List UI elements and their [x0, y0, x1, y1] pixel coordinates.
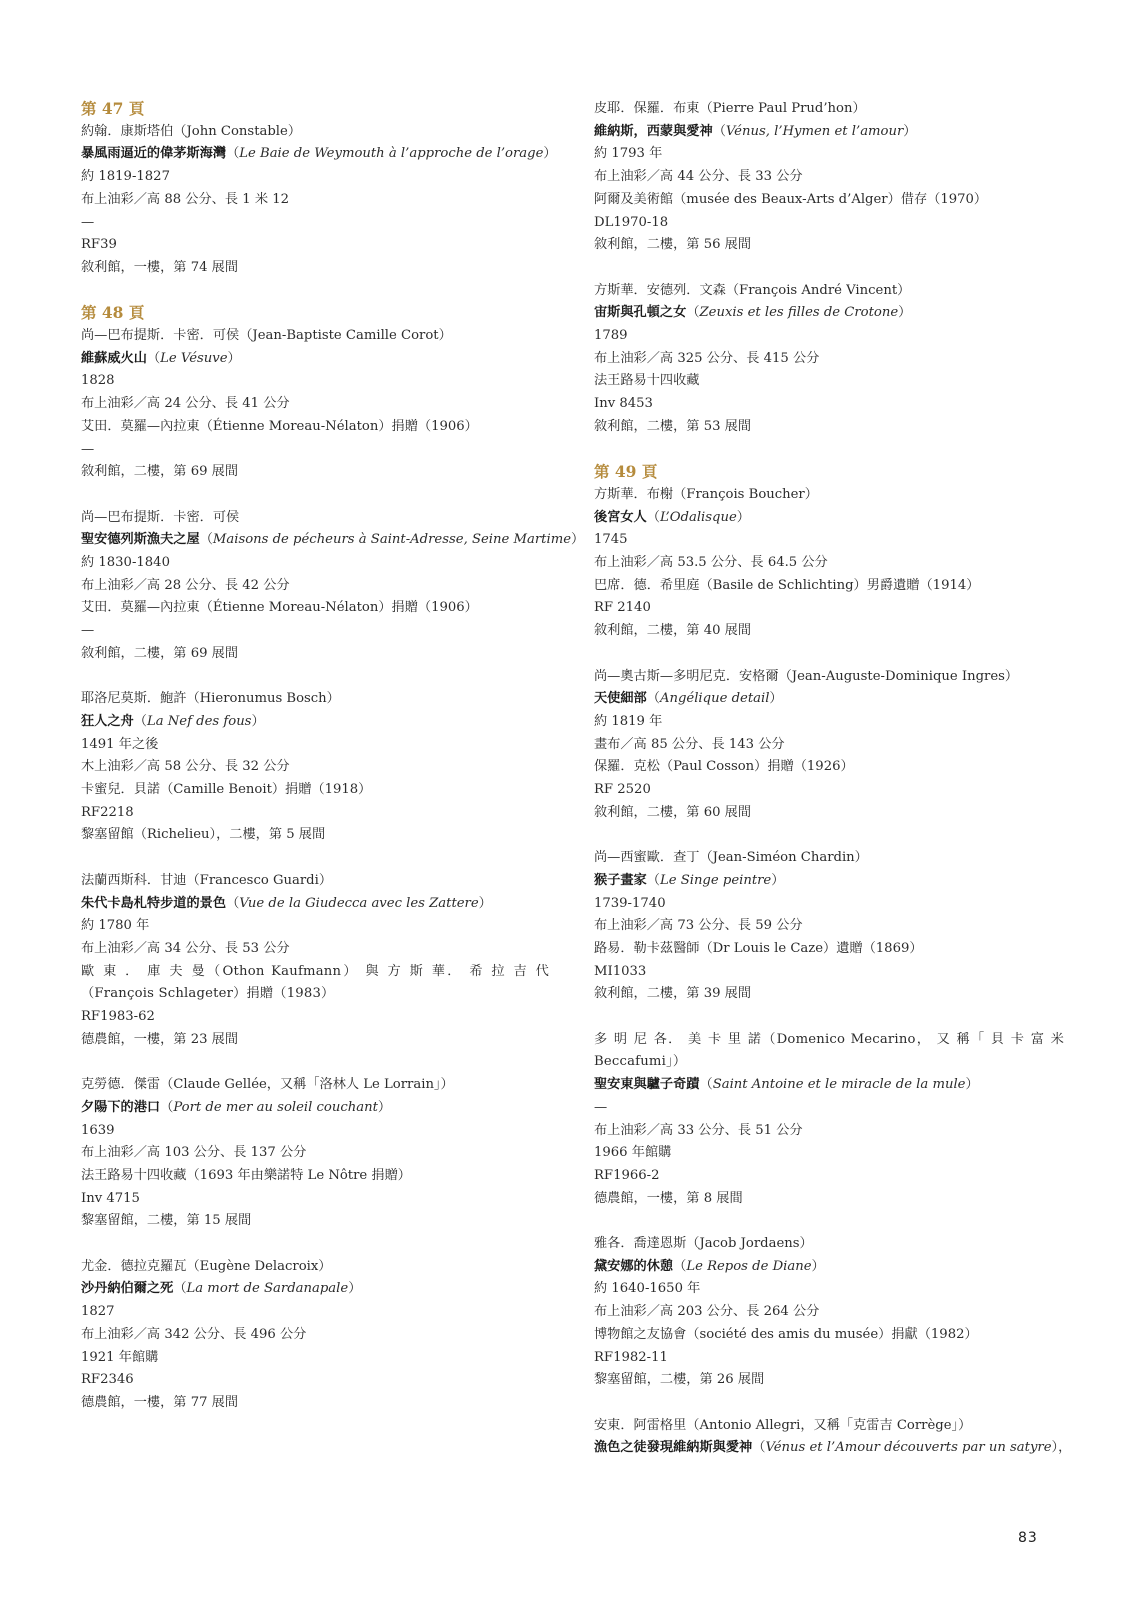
- title-chinese: 沙丹納伯爾之死: [81, 1281, 174, 1297]
- title-paren-close: ）: [571, 532, 585, 548]
- title-chinese: 狂人之舟: [81, 713, 134, 729]
- artwork-entry: [594, 1029, 1064, 1211]
- page-reference-heading: 第 49 頁: [594, 462, 658, 482]
- title-chinese: 漁色之徒發現維納斯與愛神: [594, 1440, 753, 1456]
- entry-detail: 敘利館，二樓，第 60 展間: [594, 804, 752, 820]
- artist-name: 克勞德．傑雷（Claude Gellée，又稱「洛林人 Le Lorrain」）: [81, 1077, 454, 1093]
- artwork-title: [594, 1437, 1072, 1460]
- title-chinese: 聖安東與驢子奇蹟: [594, 1077, 700, 1093]
- artwork-title: [594, 870, 1064, 893]
- entry-detail: 黎塞留館，二樓，第 26 展間: [594, 1372, 765, 1388]
- entry-detail: 德農館，一樓，第 8 展間: [594, 1190, 743, 1206]
- title-paren-open: （: [226, 146, 240, 162]
- title-paren-open: （: [646, 691, 660, 707]
- entry-detail: 敘利館，二樓，第 40 展間: [594, 623, 752, 639]
- title-paren-close: ）: [736, 509, 750, 525]
- artwork-entry: [594, 98, 1064, 257]
- title-paren-open: （: [686, 305, 700, 321]
- title-paren-open: （: [699, 1077, 713, 1093]
- entry-detail: 1745: [594, 532, 628, 548]
- entry-detail: 保羅．克松（Paul Cosson）捐贈（1926）: [594, 759, 854, 775]
- entry-detail: 德農館，一樓，第 77 展間: [81, 1394, 239, 1410]
- title-paren-close: ）: [377, 1099, 392, 1115]
- entry-detail: 卡蜜兒．貝諾（Camille Benoit）捐贈（1918）: [81, 782, 372, 798]
- title-chinese: 維蘇威火山: [81, 350, 147, 366]
- artist-name: 皮耶．保羅．布東（Pierre Paul Prud’hon）: [594, 101, 866, 116]
- artist-name: 尚—巴布提斯．卡密．可侯: [81, 509, 240, 525]
- entry-detail: Inv 4715: [81, 1190, 140, 1206]
- title-paren-close: ）: [769, 691, 783, 707]
- left-column: [81, 98, 585, 1415]
- entry-detail: Inv 8453: [594, 396, 653, 412]
- entry-detail: 布上油彩／高 88 公分、長 1 米 12: [81, 191, 289, 207]
- entry-detail: 敘利館，二樓，第 39 展間: [594, 986, 752, 1002]
- entry-detail: 敘利館，二樓，第 69 展間: [81, 645, 239, 661]
- title-original: Le Vésuve: [160, 350, 228, 366]
- artwork-entry: [81, 1256, 549, 1415]
- title-original: La Nef des fous: [146, 713, 252, 729]
- title-paren-open: （: [712, 123, 726, 139]
- title-chinese: 聖安德列斯漁夫之屋: [81, 532, 200, 548]
- entry-detail: 歐 東 ． 庫 夫 曼（Othon Kaufmann） 與 方 斯 華． 希 拉 吉 代（François Schlageter）捐贈（1983）: [81, 963, 549, 1002]
- entry-detail: 敘利館，二樓，第 56 展間: [594, 237, 752, 253]
- title-original: La mort de Sardanapale: [186, 1281, 349, 1297]
- title-chinese: 猴子畫家: [594, 872, 647, 888]
- artist-name: 尚—巴布提斯．卡密．可侯（Jean-Baptiste Camille Corot）: [81, 327, 452, 343]
- artwork-title: [594, 1256, 1064, 1279]
- entry-detail: 德農館，一樓，第 23 展間: [81, 1031, 239, 1047]
- title-paren-close: ）: [543, 146, 557, 162]
- title-original: Vénus et l’Amour découverts par un satyre: [765, 1440, 1052, 1456]
- entry-detail: 法王路易十四收藏: [594, 373, 700, 389]
- page-reference-heading: 第 48 頁: [81, 303, 145, 323]
- entry-detail: 1639: [81, 1122, 115, 1138]
- artwork-entry: [81, 121, 557, 280]
- entry-detail: 布上油彩／高 34 公分、長 53 公分: [81, 940, 290, 956]
- artwork-title: [81, 143, 557, 166]
- artwork-entry: [594, 484, 1064, 643]
- artwork-entry: [594, 280, 1064, 439]
- entry-detail: RF 2140: [594, 600, 651, 616]
- entry-detail: 1921 年館購: [81, 1349, 159, 1365]
- artist-name: 雅各．喬達恩斯（Jacob Jordaens）: [594, 1236, 813, 1252]
- title-paren-close: ）: [811, 1258, 825, 1274]
- artwork-title: [594, 507, 1064, 530]
- artwork-entry: [594, 1415, 1072, 1460]
- title-original: Saint Antoine et le miracle de la mule: [712, 1077, 966, 1093]
- title-paren-close: ）: [348, 1281, 362, 1297]
- title-paren-open: （: [752, 1440, 766, 1456]
- title-paren-open: （: [146, 350, 161, 366]
- entry-detail: 敘利館，一樓，第 74 展間: [81, 259, 239, 275]
- title-original: Port de mer au soleil couchant: [173, 1099, 378, 1115]
- entry-detail: 布上油彩／高 103 公分、長 137 公分: [81, 1145, 307, 1161]
- artwork-entry: [594, 847, 1064, 1006]
- title-paren-close: ）: [898, 305, 912, 321]
- entry-detail: 約 1780 年: [81, 918, 150, 934]
- title-paren-close: ），: [1051, 1440, 1072, 1456]
- entry-detail: 敘利館，二樓，第 53 展間: [594, 418, 752, 434]
- artwork-title: [81, 1097, 549, 1120]
- entry-detail: 黎塞留館，二樓，第 15 展間: [81, 1213, 252, 1229]
- artist-name: 多 明 尼 各． 美 卡 里 諾（Domenico Mecarino， 又 稱「 貝 卡 富 米 Beccafumi」）: [594, 1031, 1064, 1070]
- title-paren-open: （: [646, 509, 660, 525]
- artist-name: 安東．阿雷格里（Antonio Allegri，又稱「克雷吉 Corrège」）: [594, 1417, 972, 1433]
- artwork-title: [594, 121, 1064, 144]
- title-original: Vénus, l’Hymen et l’amour: [725, 123, 904, 139]
- entry-detail: 阿爾及美術館（musée des Beaux-Arts d’Alger）借存（1970）: [594, 191, 988, 207]
- artwork-entry: [594, 666, 1064, 825]
- entry-detail: 艾田．莫羅—內拉東（Étienne Moreau-Nélaton）捐贈（1906）: [81, 418, 478, 434]
- artist-name: 約翰．康斯塔伯（John Constable）: [81, 123, 302, 139]
- entry-detail: 巴席．德．希里庭（Basile de Schlichting）男爵遺贈（1914）: [594, 577, 980, 593]
- entry-detail: 約 1830-1840: [81, 555, 170, 570]
- entry-detail: —: [594, 1099, 608, 1115]
- artwork-title: [594, 1074, 1064, 1097]
- artist-name: 尚—西蜜歐．查丁（Jean-Siméon Chardin）: [594, 850, 868, 866]
- title-paren-close: ）: [771, 872, 785, 888]
- title-paren-open: （: [160, 1099, 174, 1115]
- title-paren-open: （: [133, 713, 147, 729]
- right-column: [594, 98, 1072, 1460]
- title-original: Vue de la Giudecca avec les Zattere: [239, 895, 479, 911]
- entry-detail: 1491 年之後: [81, 736, 159, 752]
- title-paren-open: （: [673, 1258, 687, 1274]
- entry-detail: RF39: [81, 237, 117, 253]
- artwork-title: [81, 348, 549, 371]
- entry-detail: 1827: [81, 1304, 115, 1320]
- entry-detail: —: [81, 214, 95, 230]
- artwork-entry: [594, 1233, 1064, 1392]
- artwork-title: [81, 893, 549, 916]
- entry-detail: 1966 年館購: [594, 1145, 672, 1161]
- entry-detail: RF 2520: [594, 782, 651, 798]
- entry-detail: RF1983-62: [81, 1009, 155, 1025]
- entry-detail: 布上油彩／高 44 公分、長 33 公分: [594, 169, 803, 185]
- entry-detail: —: [81, 623, 95, 639]
- entry-detail: 敘利館，二樓，第 69 展間: [81, 464, 239, 480]
- title-chinese: 後宮女人: [594, 509, 647, 525]
- entry-detail: 布上油彩／高 203 公分、長 264 公分: [594, 1304, 820, 1320]
- artwork-title: [81, 529, 585, 552]
- title-chinese: 黛安娜的休憩: [594, 1258, 674, 1274]
- entry-detail: 約 1819 年: [594, 713, 663, 729]
- entry-detail: 約 1793 年: [594, 146, 663, 162]
- entry-detail: RF1966-2: [594, 1167, 660, 1183]
- entry-detail: 1828: [81, 373, 115, 389]
- entry-detail: 布上油彩／高 24 公分、長 41 公分: [81, 396, 290, 412]
- entry-detail: 布上油彩／高 325 公分、長 415 公分: [594, 350, 820, 366]
- title-chinese: 維納斯，西蒙與愛神: [594, 123, 713, 139]
- artwork-entry: [81, 507, 585, 666]
- entry-detail: 布上油彩／高 33 公分、長 51 公分: [594, 1122, 803, 1138]
- artwork-title: [594, 302, 1064, 325]
- title-paren-close: ）: [478, 895, 492, 911]
- title-paren-close: ）: [965, 1077, 979, 1093]
- entry-detail: 木上油彩／高 58 公分、長 32 公分: [81, 759, 290, 775]
- artwork-entry: [81, 1074, 549, 1233]
- title-original: Maisons de pécheurs à Saint-Adresse, Seine Martime: [212, 532, 571, 548]
- entry-detail: 布上油彩／高 28 公分、長 42 公分: [81, 577, 290, 593]
- title-paren-open: （: [199, 532, 213, 548]
- artist-name: 耶洛尼莫斯．鮑許（Hieronumus Bosch）: [81, 691, 340, 707]
- title-original: Le Repos de Diane: [686, 1258, 812, 1274]
- artist-name: 方斯華．布榭（François Boucher）: [594, 486, 818, 502]
- entry-detail: 約 1640-1650 年: [594, 1281, 701, 1297]
- title-original: Zeuxis et les filles de Crotone: [699, 305, 899, 321]
- entry-detail: 1739-1740: [594, 895, 666, 911]
- entry-detail: —: [81, 441, 95, 457]
- page-number: 83: [1018, 1530, 1038, 1546]
- artwork-title: [81, 711, 549, 734]
- artist-name: 法蘭西斯科．甘迪（Francesco Guardi）: [81, 872, 333, 888]
- entry-detail: 路易．勒卡茲醫師（Dr Louis le Caze）遺贈（1869）: [594, 940, 923, 956]
- artist-name: 尤金．德拉克羅瓦（Eugène Delacroix）: [81, 1258, 332, 1274]
- title-chinese: 宙斯與孔頓之女: [594, 305, 687, 321]
- entry-detail: 畫布／高 85 公分、長 143 公分: [594, 736, 785, 752]
- title-paren-close: ）: [227, 350, 241, 366]
- entry-detail: RF2346: [81, 1372, 134, 1388]
- entry-detail: 約 1819-1827: [81, 169, 170, 185]
- title-original: Le Singe peintre: [659, 872, 772, 888]
- artwork-entry: [81, 870, 549, 1052]
- entry-detail: MI1033: [594, 963, 647, 979]
- title-paren-close: ）: [251, 713, 265, 729]
- entry-detail: 布上油彩／高 342 公分、長 496 公分: [81, 1326, 307, 1342]
- entry-detail: RF1982-11: [594, 1349, 668, 1365]
- title-chinese: 天使細部: [594, 691, 647, 707]
- page-reference-heading: 第 47 頁: [81, 99, 145, 118]
- entry-detail: 布上油彩／高 73 公分、長 59 公分: [594, 918, 803, 934]
- entry-detail: 布上油彩／高 53.5 公分、長 64.5 公分: [594, 555, 828, 571]
- title-chinese: 夕陽下的港口: [81, 1099, 161, 1115]
- title-paren-open: （: [646, 872, 660, 888]
- entry-detail: 黎塞留館（Richelieu），二樓，第 5 展間: [81, 827, 326, 843]
- entry-detail: DL1970-18: [594, 214, 669, 230]
- artist-name: 方斯華．安德列．文森（François André Vincent）: [594, 282, 911, 298]
- entry-detail: RF2218: [81, 804, 134, 820]
- entry-detail: 法王路易十四收藏（1693 年由樂諾特 Le Nôtre 捐贈）: [81, 1167, 411, 1183]
- artwork-entry: [81, 688, 549, 847]
- title-original: Le Baie de Weymouth à l’approche de l’orage: [239, 146, 544, 162]
- artwork-title: [81, 1278, 549, 1301]
- artist-name: 尚—奧古斯—多明尼克．安格爾（Jean-Auguste-Dominique Ingres）: [594, 668, 1019, 684]
- artwork-entry: [81, 325, 549, 484]
- title-paren-close: ）: [903, 123, 917, 139]
- title-original: Angélique detail: [659, 691, 770, 707]
- title-chinese: 暴風雨逼近的偉茅斯海灣: [81, 146, 227, 162]
- entry-detail: 1789: [594, 328, 628, 344]
- title-paren-open: （: [226, 895, 240, 911]
- title-chinese: 朱代卡島札特步道的景色: [81, 895, 227, 911]
- title-original: L’Odalisque: [659, 509, 737, 525]
- title-paren-open: （: [173, 1281, 187, 1297]
- artwork-title: [594, 688, 1064, 711]
- entry-detail: 艾田．莫羅—內拉東（Étienne Moreau-Nélaton）捐贈（1906）: [81, 600, 478, 616]
- entry-detail: 博物館之友協會（société des amis du musée）捐獻（1982）: [594, 1326, 978, 1342]
